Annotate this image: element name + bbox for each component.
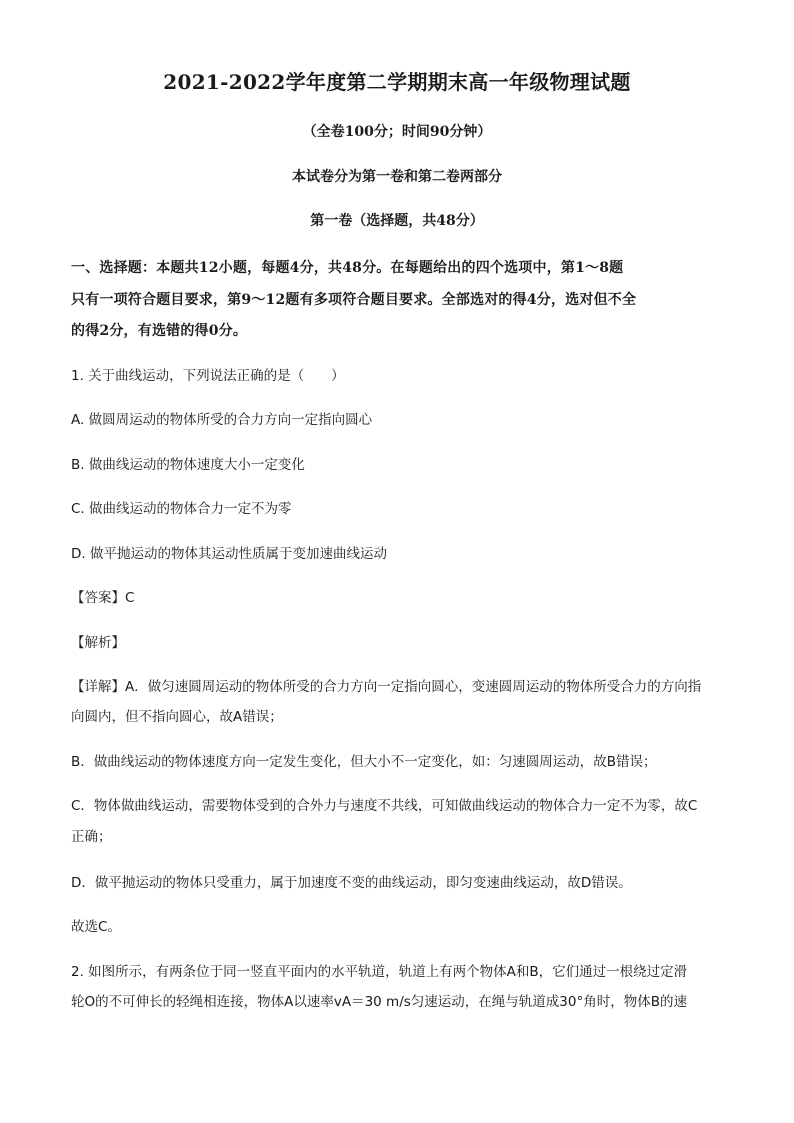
question-1-option-d: D. 做平抛运动的物体其运动性质属于变加速曲线运动: [71, 546, 387, 562]
detail-line-5: 正确；: [71, 829, 112, 845]
question-1-option-c: C. 做曲线运动的物体合力一定不为零: [71, 501, 292, 517]
detail-text-a: A．做匀速圆周运动的物体所受的合力方向一定指向圆心，变速圆周运动的物体所受合力的方向指: [125, 679, 702, 695]
question-1-option-a: A. 做圆周运动的物体所受的合力方向一定指向圆心: [71, 412, 373, 428]
analysis-tag: 【解析】: [71, 635, 125, 651]
detail-line-4: C．物体做曲线运动，需要物体受到的合外力与速度不共线，可知做曲线运动的物体合力一定不为零，故C: [71, 798, 698, 814]
detail-line-1: [71, 675, 701, 695]
detail-line-2: 向圆内，但不指向圆心，故A错误；: [71, 709, 283, 725]
answer-tag: 【答案】: [71, 590, 125, 606]
instructions-line-3: 的得2分，有选错的得0分。: [71, 323, 248, 339]
instructions-line-1: 一、选择题：本题共12小题，每题4分，共48分。在每题给出的四个选项中，第1～8题: [71, 260, 624, 276]
score-time-subtitle: （全卷100分；时间90分钟）: [302, 124, 492, 140]
conclusion-line: 故选C。: [71, 919, 121, 935]
question-1-stem: 1. 关于曲线运动，下列说法正确的是（ ）: [71, 368, 345, 384]
detail-line-3: B．做曲线运动的物体速度方向一定发生变化，但大小不一定变化，如：匀速圆周运动，故B错误；: [71, 754, 657, 770]
parts-subtitle: 本试卷分为第一卷和第二卷两部分: [292, 169, 502, 185]
page-title: 2021-2022学年度第二学期期末高一年级物理试题: [163, 70, 631, 94]
question-2-line-2: 轮O的不可伸长的轻绳相连接，物体A以速率vA＝30 m/s匀速运动，在绳与轨道成30°角时，物体B的速: [71, 994, 687, 1010]
part1-heading: 第一卷（选择题，共48分）: [310, 213, 484, 229]
detail-line-6: D．做平抛运动的物体只受重力，属于加速度不变的曲线运动，即匀变速曲线运动，故D错误。: [71, 875, 632, 891]
question-2-line-1: 2. 如图所示，有两条位于同一竖直平面内的水平轨道，轨道上有两个物体A和B，它们通过一根绕过定滑: [71, 964, 688, 980]
question-1-option-b: B. 做曲线运动的物体速度大小一定变化: [71, 457, 305, 473]
answer-value: C: [125, 590, 135, 606]
answer-line: [71, 586, 134, 606]
detail-tag: 【详解】: [71, 679, 125, 695]
instructions-line-2: 只有一项符合题目要求，第9～12题有多项符合题目要求。全部选对的得4分，选对但不全: [71, 292, 637, 308]
